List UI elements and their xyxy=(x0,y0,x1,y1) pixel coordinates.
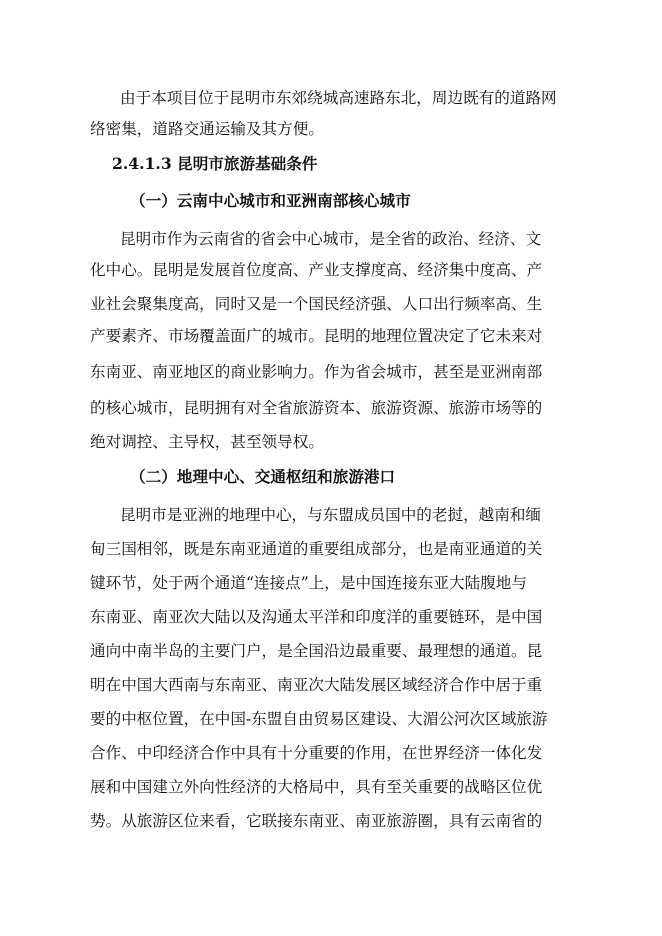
paragraph-line: 通向中南半岛的主要门户，是全国沿边最重要、最理想的通道。昆 xyxy=(90,642,543,660)
paragraph-line: 绝对调控、主导权，甚至领导权。 xyxy=(90,433,324,451)
paragraph-line: 由于本项目位于昆明市东郊绕城高速路东北，周边既有的道路网 xyxy=(120,89,557,107)
paragraph-line: 势。从旅游区位来看，它联接东南亚、南亚旅游圈，具有云南省的 xyxy=(90,812,543,830)
paragraph-line: 产要素齐、市场覆盖面广的城市。昆明的地理位置决定了它未来对 xyxy=(90,327,543,345)
paragraph-line: 络密集，道路交通运输及其方便。 xyxy=(90,120,324,138)
paragraph-line: 昆明市作为云南省的省会中心城市，是全省的政治、经济、文 xyxy=(120,230,542,248)
paragraph-line: 业社会聚集度高，同时又是一个国民经济强、人口出行频率高、生 xyxy=(90,295,543,313)
subsection-2-title: （二）地理中心、交通枢纽和旅游港口 xyxy=(130,467,396,486)
paragraph-line: 化中心。昆明是发展首位度高、产业支撑度高、经济集中度高、产 xyxy=(90,261,543,279)
paragraph-line: 明在中国大西南与东南亚、南亚次大陆发展区域经济合作中居于重 xyxy=(90,676,543,694)
paragraph-line: 要的中枢位置，在中国-东盟自由贸易区建设、大湄公河次区域旅游 xyxy=(90,710,548,728)
paragraph-line: 合作、中印经济合作中具有十分重要的作用，在世界经济一体化发 xyxy=(90,744,543,762)
paragraph-line: 昆明市是亚洲的地理中心，与东盟成员国中的老挝，越南和缅 xyxy=(120,506,542,524)
paragraph-line: 东南亚、南亚次大陆以及沟通太平洋和印度洋的重要链环，是中国 xyxy=(90,608,543,626)
paragraph-line: 键环节，处于两个通道“连接点”上，是中国连接东亚大陆腹地与 xyxy=(90,574,527,592)
paragraph-line: 甸三国相邻，既是东南亚通道的重要组成部分，也是南亚通道的关 xyxy=(90,540,543,558)
subsection-1-title: （一）云南中心城市和亚洲南部核心城市 xyxy=(130,191,411,210)
paragraph-line: 东南亚、南亚地区的商业影响力。作为省会城市，甚至是亚洲南部 xyxy=(90,363,543,381)
paragraph-line: 的核心城市，昆明拥有对全省旅游资本、旅游资源、旅游市场等的 xyxy=(90,399,543,417)
section-heading: 2.4.1.3 昆明市旅游基础条件 xyxy=(112,154,318,173)
paragraph-line: 展和中国建立外向性经济的大格局中，具有至关重要的战略区位优 xyxy=(90,778,543,796)
